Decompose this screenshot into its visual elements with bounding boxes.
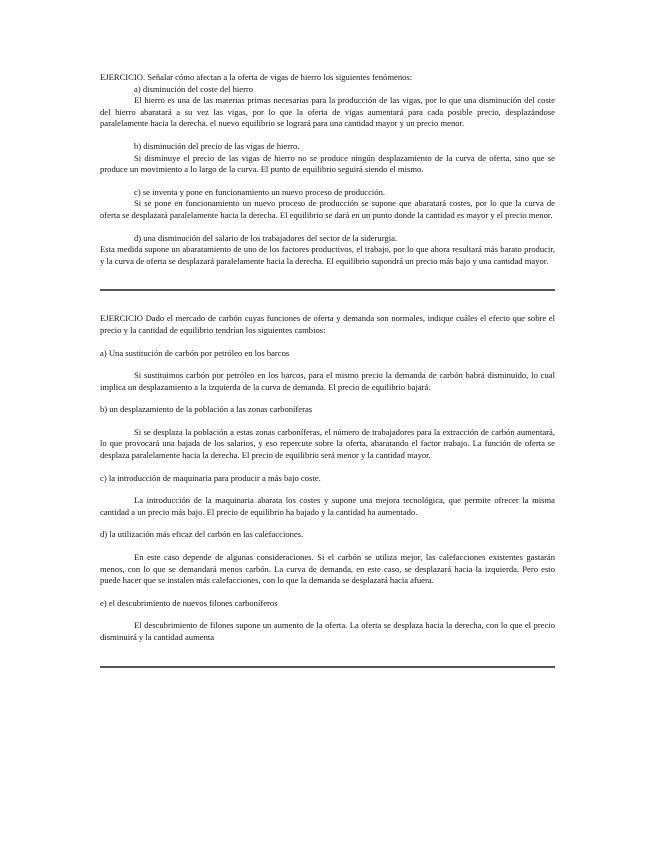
ex1-item-b-text: Si disminuye el precio de las vigas de hierro no se produce ningún desplazamiento de la curva de oferta, sino que se produce un movimiento a lo largo de la curva. El punto de equilibrio seguirá siendo el mismo. <box>100 152 555 175</box>
ex1-item-a-heading: a) disminución del coste del hierro <box>134 83 254 94</box>
ex2-item-e-heading: e) el descubrimiento de nuevos filones carboníferos <box>100 597 278 608</box>
ex1-item-d-text: Esta medida supone un abaratamiento de uno de los factores productivos, el trabajo, por lo que ahora resultará más barato producir, y la curva de oferta se desplazará paralelamente hacia la derecha. El equilibrio supondrá un precio más bajo y una cantidad mayor. <box>100 244 555 266</box>
ex2-item-c-text: La introducción de la maquinaria abarata los costes y supone una mejora tecnológica, que permite ofrecer la misma cantidad a un precio más bajo. El precio de equilibrio ha bajado y la cantidad ha aumentado. <box>100 495 555 517</box>
ex2-item-b-text: Si se desplaza la población a estas zonas carboníferas, el número de trabajadores para la extracción de carbón aumentará, lo que provocará una bajada de los salarios, y eso repercute sobre la oferta, abaratando el factor trabajo. La función de oferta se desplaza paralelamente hacia la derecha. El precio de equilibrio será menor y la cantidad mayor. <box>100 426 555 461</box>
ex2-item-a-heading: a) Una sustitución de carbón por petróleo en los barcos <box>100 347 290 358</box>
document-page <box>100 72 555 690</box>
ex1-item-c-text: Si se pone en funcionamiento un nuevo proceso de producción se supone que abaratará costes, por lo que la curva de oferta se desplazará paralelamente hacia la derecha. El equilibrio se dará en un punto donde la cantidad es mayor y el precio menor. <box>100 198 555 220</box>
ex1-item-d-heading: d) una disminución del salario de los trabajadores del sector de la siderurgia. <box>134 232 398 243</box>
ex2-item-b-heading: b) un desplazamiento de la población a las zonas carboníferas <box>100 404 313 415</box>
ex2-item-d-heading: d) la utilización más eficaz del carbón en las calefacciones. <box>100 529 304 540</box>
ex2-item-e-text: El descubrimiento de filones supone un aumento de la oferta. La oferta se desplaza hacia la derecha, con lo que el precio disminuirá y la cantidad aumenta <box>100 620 555 642</box>
ex2-item-c-heading: c) la introducción de maquinaria para producir a más bajo coste. <box>100 472 321 483</box>
ex1-item-c-heading: c) se inventa y pone en funcionamiento un nuevo proceso de producción. <box>134 186 386 197</box>
ex1-item-b-heading: b) disminución del precio de las vigas de hierro. <box>134 140 300 151</box>
exercise-1-title: EJERCICIO. Señalar cómo afectan a la oferta de vigas de hierro los siguientes fenómenos: <box>100 72 413 82</box>
exercise-1 <box>100 72 555 267</box>
exercise-2-title: EJERCICIO Dado el mercado de carbón cuyas funciones de oferta y demanda son normales, indique cuáles el efecto que sobre el precio y la cantidad de equilibrio tendrían los siguientes cambios: <box>100 313 555 335</box>
section-divider-2 <box>100 666 555 668</box>
ex2-item-a-text: Si sustituimos carbón por petróleo en los barcos, para el mismo precio la demanda de carbón habrá disminuido, lo cual implica un desplazamiento a la izquierda de la curva de demanda. El precio de equilibrio bajará. <box>100 370 555 392</box>
ex1-item-a-text: El hierro es una de las materias primas necesarias para la producción de las vigas, por lo que una disminución del coste del hierro abaratará a su vez las vigas, por lo que la oferta de vigas aumentará para cada posible precio, desplazándose paralelamente hacia la derecha. el nuevo equilibrio se logrará para una cantidad mayor y un precio menor. <box>100 95 555 129</box>
ex2-item-d-text: En este caso depende de algunas consideraciones. Si el carbón se utiliza mejor, las calefacciones existentes gastarán menos, con lo que se demandará menos carbón. La curva de demanda, en este caso, se desplazará hacia la izquierda. Pero esto puede hacer que se instalen más calefacciones, con lo que la demanda se desplazará hacia afuera. <box>100 552 555 586</box>
section-divider-1 <box>100 289 555 291</box>
exercise-2 <box>100 313 555 643</box>
